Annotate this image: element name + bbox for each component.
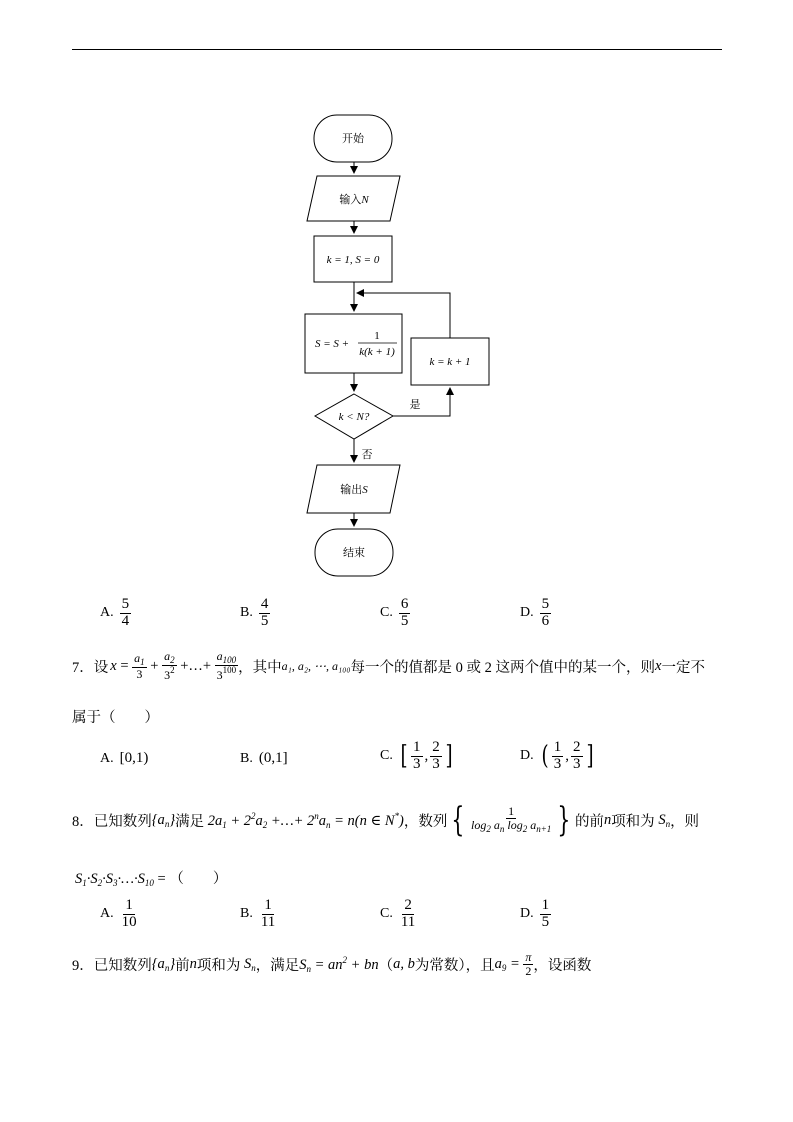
flow-no-label: 否 [361,449,373,461]
flow-output-label: 输出S [340,484,368,496]
q6-option-c[interactable]: C. $\frac{6}{5}$ [380,596,409,629]
flow-condition-label: k < N? [338,411,370,423]
q6-option-a[interactable]: A. $\frac{5}{4}$ [100,596,130,629]
q6-option-b[interactable]: B. $\frac{4}{5}$ [240,596,269,629]
flow-input-label: 输入N [339,194,369,206]
q7-option-c[interactable]: C. [ $\frac{1}{3}$ , $\frac{2}{3}$ ] [380,739,453,772]
flow-update-den: k(k + 1) [359,346,395,358]
flowchart [290,105,510,590]
q7-stem-line2: 属于（ ） [72,710,159,726]
flow-end-label: 结束 [343,547,365,559]
flow-increment-label: k = k + 1 [429,356,471,368]
q7-option-d[interactable]: D. ( $\frac{1}{3}$ , $\frac{2}{3}$ ] [520,739,594,772]
q8-option-a[interactable]: A. $\frac{1}{10}$ [100,897,137,930]
flow-update-num: 1 [374,330,380,342]
q8-option-b[interactable]: B. $\frac{1}{11}$ [240,897,276,930]
flow-start-label: 开始 [342,133,364,145]
q8-stem: 8． 已知数列 $\{a_n\}$ 满足 $2a_1 + 2^2a_2$ +…+ $2^na_n = n(n$ ∈ N*) ，数列 { $\frac{1}{\log_2 a_n \log_2 a_{n+1}}$ } 的前 n 项和为 $S_n$ ，则 [72,800,700,840]
q7-option-a[interactable]: A. [0,1) [100,750,149,766]
q8-option-c[interactable]: C. $\frac{2}{11}$ [380,897,416,930]
q7-option-b[interactable]: B. (0,1] [240,750,288,766]
header-rule [72,49,722,50]
flow-update-lhs: S = S + [314,338,350,350]
q6-option-d[interactable]: D. $\frac{5}{6}$ [520,596,550,629]
q9-stem: 9． 已知数列 $\{a_n\}$ 前 n 项和为 $S_n$ ，满足 $S_n = an^2$ + bn （ a, b 为常数），且 $a_9$ = $\frac{\pi}{2}$ ，设函数 [72,950,592,978]
flow-yes-label: 是 [409,399,421,411]
q8-option-d[interactable]: D. $\frac{1}{5}$ [520,897,550,930]
flow-init-label: k = 1, S = 0 [326,254,380,266]
q8-stem-line2: $S_1\cdot S_2\cdot S_3\cdot\dots\cdot S_{10}$ = （ ） [75,871,228,888]
q7-stem: 7． 设 x = $\frac{a_1}{3}$ + $\frac{a_2}{3^2}$ +…+ $\frac{a_{100}}{3^{100}}$ ，其中 a₁, a₂, ⋯, a₁₀₀ 每一个的值都是 0 或 2 这两个值中的某一个，则 x 一定不 [72,649,705,683]
